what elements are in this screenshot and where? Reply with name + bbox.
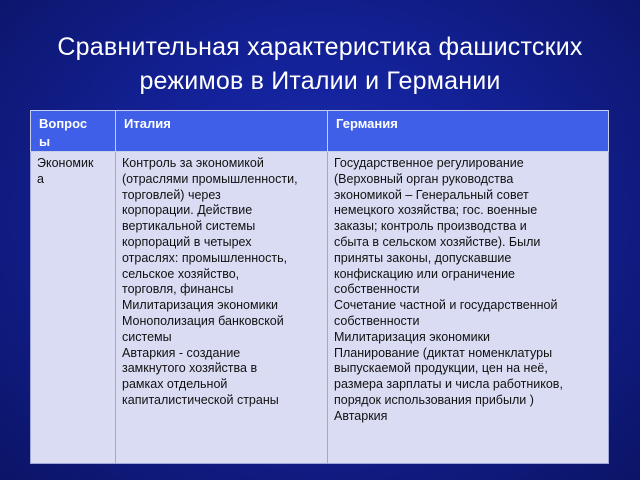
italy-para-banking: Монополизация банковской системы [122,313,284,344]
cell-question-economy: Экономик а [31,152,116,464]
slide-title [20,30,620,98]
germany-para-property: Сочетание частной и государственной собственности [334,298,558,328]
cell-germany-economy [328,152,609,464]
header-germany: Германия [328,111,609,152]
germany-para-militarization: Милитаризация экономики [334,329,491,344]
italy-para-militarization: Милитаризация экономики [122,298,279,313]
germany-para-planning: Планирование (диктат номенклатуры выпускаемой продукции, цен на неё, размера зарплаты и числа работников, порядок использования прибыли ) [334,345,563,407]
header-italy: Италия [116,111,328,152]
comparison-table [30,110,609,464]
table-header-row [31,111,609,152]
germany-para-regulation: Государственное регулирование (Верховный орган руководства экономикой – Генеральный совет немецкого хозяйства; гос. военные заказы; контроль производства и сбыта в сельском хозяйстве). Были приняты законы, допускавшие конфискацию или ограничение собственности [334,156,541,297]
slide-title-line-2: режимов в Италии и Германии [139,67,501,95]
header-questions: Вопрос ы [31,111,116,152]
italy-para-corporations: Контроль за экономикой (отраслями промышленности, торговлей) через корпорации. Действие вертикальной системы корпораций в четырех отраслях: промышленность, сельское хозяйство, торговля, финансы [122,156,298,297]
cell-italy-economy [116,152,328,464]
slide-title-line-1: Сравнительная характеристика фашистских [57,33,583,61]
germany-para-autarky: Автаркия [334,408,388,423]
italy-para-autarky: Автаркия - создание замкнутого хозяйства в рамках отдельной капиталистической страны [122,345,279,407]
table-row-economy [31,152,609,464]
